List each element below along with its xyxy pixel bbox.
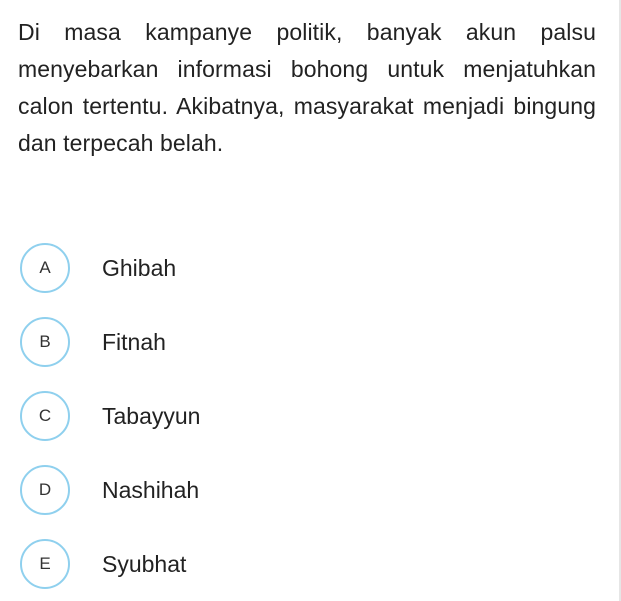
- option-a-label: Ghibah: [102, 254, 177, 281]
- answer-options: [20, 243, 580, 589]
- option-d[interactable]: [20, 465, 580, 515]
- option-d-letter-circle[interactable]: D: [20, 465, 70, 515]
- option-a-letter-circle[interactable]: A: [20, 243, 70, 293]
- question-text: Di masa kampanye politik, banyak akun palsu menyebarkan informasi bohong untuk menjatuhkan calon tertentu. Akibatnya, masyarakat menjadi bingung dan terpecah belah.: [18, 19, 596, 156]
- option-c-letter-circle[interactable]: C: [20, 391, 70, 441]
- option-a[interactable]: [20, 243, 580, 293]
- option-b-letter-circle[interactable]: B: [20, 317, 70, 367]
- option-e-label: Syubhat: [102, 550, 187, 577]
- option-b[interactable]: [20, 317, 580, 367]
- option-b-label: Fitnah: [102, 328, 166, 355]
- option-e[interactable]: [20, 539, 580, 589]
- option-e-letter-circle[interactable]: E: [20, 539, 70, 589]
- option-c[interactable]: [20, 391, 580, 441]
- option-d-label: Nashihah: [102, 476, 200, 503]
- option-c-label: Tabayyun: [102, 402, 201, 429]
